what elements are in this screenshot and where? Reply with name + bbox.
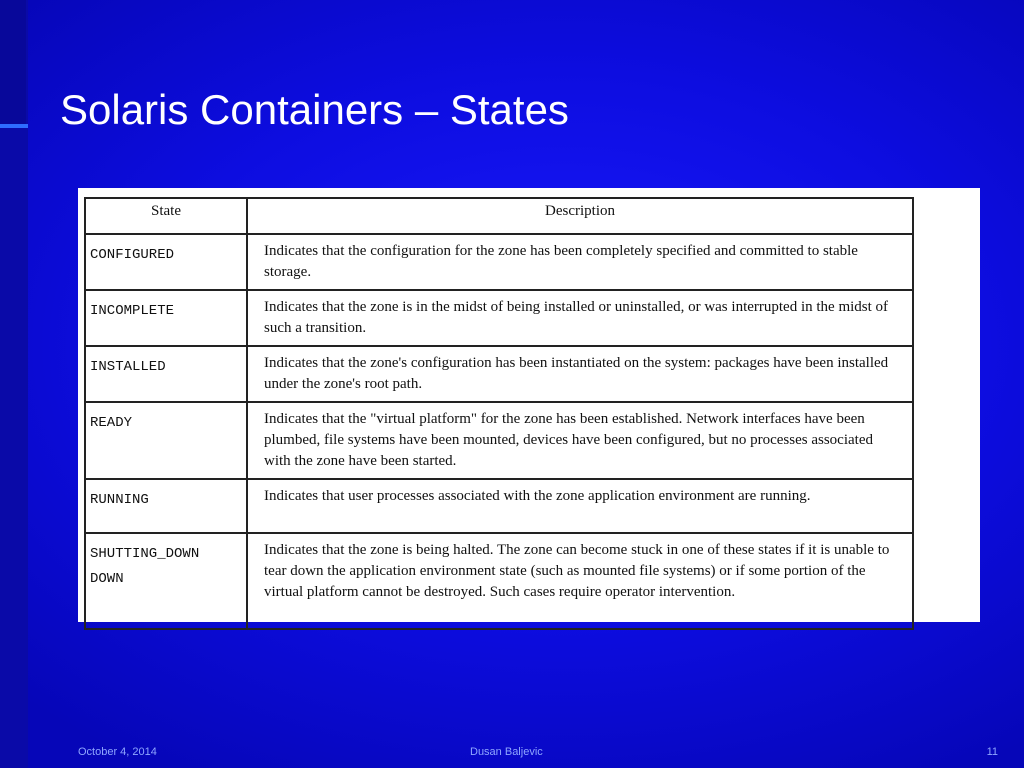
- table-header-row: [85, 198, 913, 234]
- header-state: State: [85, 198, 247, 234]
- left-decorative-band: [0, 0, 28, 768]
- state-cell: READY: [85, 402, 247, 479]
- state-cell: [85, 533, 247, 629]
- state-cell: INSTALLED: [85, 346, 247, 402]
- description-cell: Indicates that the "virtual platform" for the zone has been established. Network interfaces have been plumbed, file systems have been mounted, devices have been configured, but no processes associated with the zone have been started.: [247, 402, 913, 479]
- state-cell: RUNNING: [85, 479, 247, 533]
- description-cell: Indicates that the zone is being halted. The zone can become stuck in one of these states if it is unable to tear down the application environment state (such as mounted file systems) or if some portion of the virtual platform cannot be destroyed. Such cases require operator intervention.: [247, 533, 913, 629]
- state-cell: INCOMPLETE: [85, 290, 247, 346]
- slide-title: Solaris Containers – States: [60, 86, 569, 133]
- state-name: SHUTTING_DOWN: [90, 546, 200, 562]
- left-band-top-block: [0, 0, 26, 124]
- table-row: [85, 533, 913, 629]
- footer-date: October 4, 2014: [78, 746, 157, 758]
- table-row: [85, 479, 913, 533]
- table-row: [85, 290, 913, 346]
- states-table-panel: [78, 188, 980, 622]
- state-cell: CONFIGURED: [85, 234, 247, 290]
- header-description: Description: [247, 198, 913, 234]
- table-row: [85, 234, 913, 290]
- description-cell: Indicates that the zone's configuration has been instantiated on the system: packages have been installed under the zone's root path.: [247, 346, 913, 402]
- state-name-extra: DOWN: [90, 571, 124, 587]
- description-cell: Indicates that the configuration for the zone has been completely specified and committed to stable storage.: [247, 234, 913, 290]
- footer-page-number: 11: [986, 746, 998, 758]
- description-cell: Indicates that the zone is in the midst of being installed or uninstalled, or was interrupted in the midst of such a transition.: [247, 290, 913, 346]
- table-row: [85, 346, 913, 402]
- table-row: [85, 402, 913, 479]
- accent-line: [0, 124, 28, 128]
- footer-author: Dusan Baljevic: [470, 746, 543, 758]
- description-cell: Indicates that user processes associated with the zone application environment are running.: [247, 479, 913, 533]
- states-table: [84, 197, 914, 630]
